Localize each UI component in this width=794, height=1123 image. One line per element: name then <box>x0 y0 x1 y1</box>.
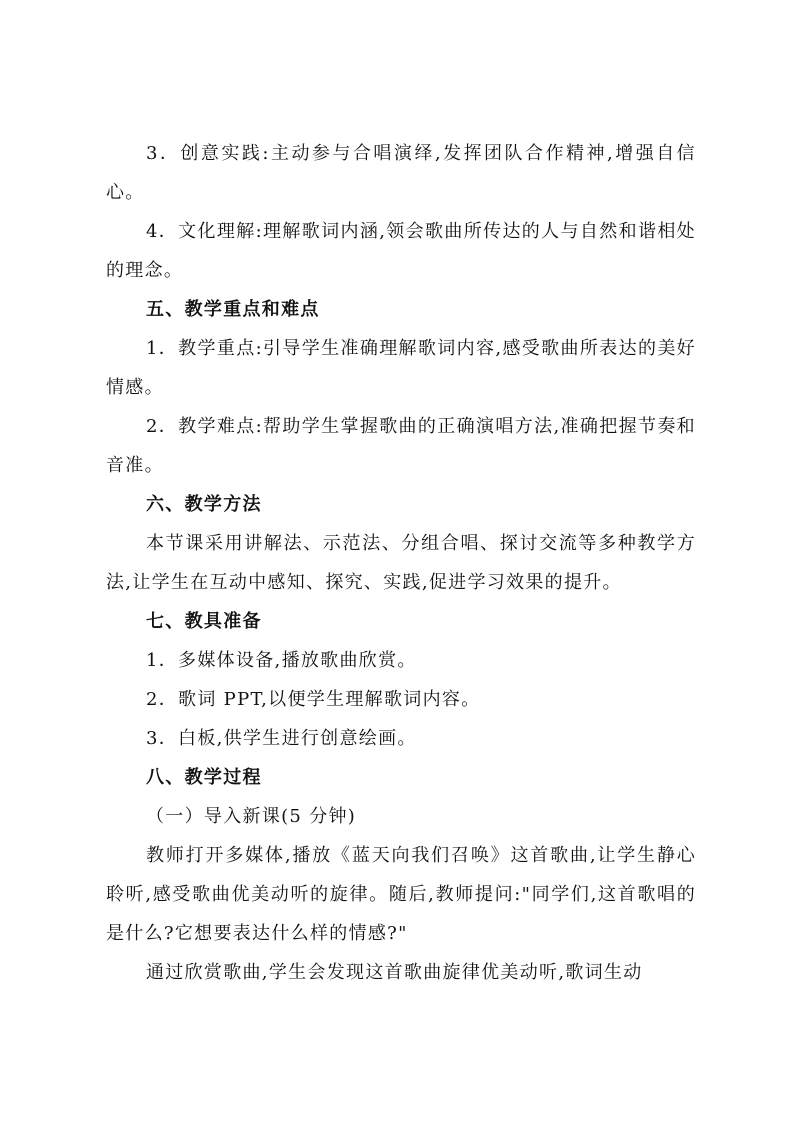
item-multimedia: 1．多媒体设备,播放歌曲欣赏。 <box>146 650 417 671</box>
item-teaching-difficulty: 2．教学难点:帮助学生掌握歌曲的正确演唱方法,准确把握节奏和音准。 <box>106 416 696 476</box>
subheading-introduction: （一）导入新课(5 分钟) <box>146 806 357 827</box>
paragraph-introduction: 教师打开多媒体,播放《蓝天向我们召唤》这首歌曲,让学生静心聆听,感受歌曲优美动听的旋律。随后,教师提问:"同学们,这首歌唱的是什么?它想要表达什么样的情感?" <box>106 845 696 944</box>
heading-key-difficult-points: 五、教学重点和难点 <box>146 299 320 320</box>
heading-teaching-process: 八、教学过程 <box>146 767 262 788</box>
item-lyrics-ppt: 2．歌词 PPT,以便学生理解歌词内容。 <box>146 689 481 710</box>
item-whiteboard: 3．白板,供学生进行创意绘画。 <box>146 728 417 749</box>
heading-teaching-aids: 七、教具准备 <box>146 611 262 632</box>
item-teaching-focus: 1．教学重点:引导学生准确理解歌词内容,感受歌曲所表达的美好情感。 <box>106 338 696 398</box>
item-creative-practice: 3．创意实践:主动参与合唱演绎,发挥团队合作精神,增强自信心。 <box>106 143 696 203</box>
item-cultural-understanding: 4．文化理解:理解歌词内涵,领会歌曲所传达的人与自然和谐相处的理念。 <box>106 221 696 281</box>
paragraph-appreciation: 通过欣赏歌曲,学生会发现这首歌曲旋律优美动听,歌词生动 <box>146 962 643 983</box>
paragraph-teaching-methods: 本节课采用讲解法、示范法、分组合唱、探讨交流等多种教学方法,让学生在互动中感知、探究、实践,促进学习效果的提升。 <box>106 533 696 593</box>
heading-teaching-methods: 六、教学方法 <box>146 494 262 515</box>
document-body <box>106 134 696 992</box>
